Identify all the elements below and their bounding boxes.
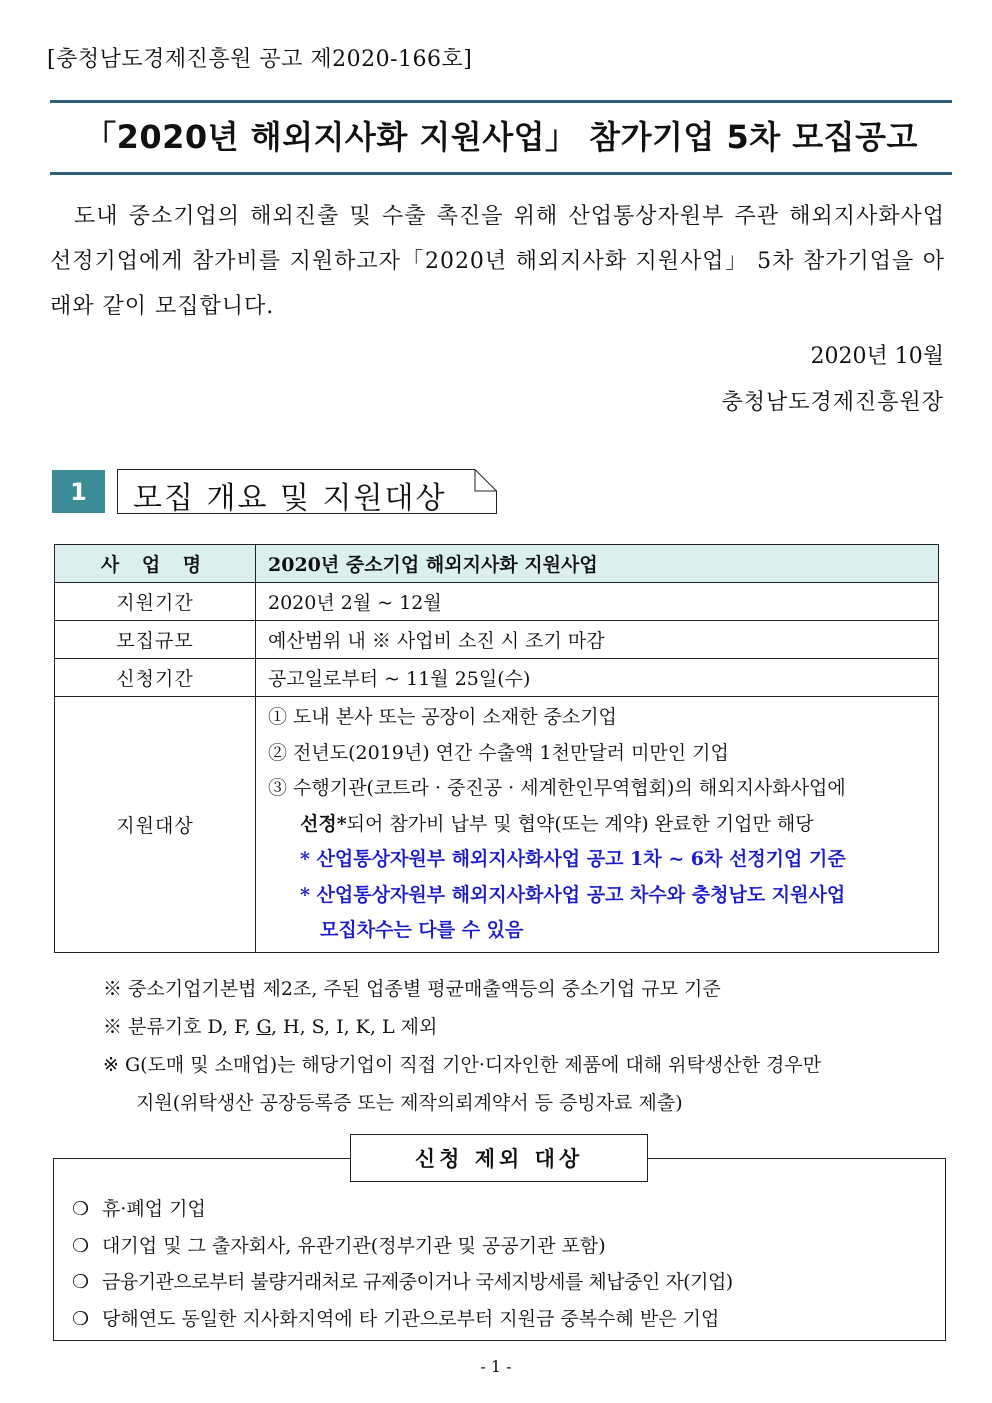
- issuer-name: 충청남도경제진흥원장: [721, 390, 944, 415]
- circle-bullet-icon: ❍: [72, 1271, 90, 1293]
- table-row: [55, 621, 939, 659]
- list-item-text: 금융기관으로부터 불량거래처로 규제중이거나 국세지방세를 체납중인 자(기업): [102, 1271, 733, 1293]
- note-text: ※ 분류기호 D, F,: [103, 1016, 257, 1038]
- intro-text: 도내 중소기업의 해외진출 및 수출 촉진을 위해 산업통상자원부 주관 해외지사화사업 선정기업에게 참가비를 지원하고자「2020년 해외지사화 지원사업」 5차 참가기업을 아래와 같이 모집합니다.: [50, 204, 945, 319]
- note-text: , H, S, I, K, L 제외: [270, 1016, 438, 1038]
- criteria-item: ② 전년도(2019년) 연간 수출액 1천만달러 미만인 기업: [268, 741, 729, 764]
- section-title: 모집 개요 및 지원대상: [133, 481, 447, 516]
- table-row-target: [55, 697, 939, 953]
- circle-bullet-icon: ❍: [72, 1198, 90, 1220]
- list-item: [72, 1264, 733, 1301]
- row-label: 지원대상: [55, 697, 256, 953]
- criteria-item: ③ 수행기관(코트라 · 중진공 · 세계한인무역협회)의 해외지사화사업에: [268, 777, 846, 799]
- list-item-text: 당해연도 동일한 지사화지역에 타 기관으로부터 지원금 중복수혜 받은 기업: [102, 1307, 720, 1330]
- exclusion-title: 신청 제외 대상: [350, 1134, 648, 1182]
- list-item-text: 대기업 및 그 출자회사, 유관기관(정부기관 및 공공기관 포함): [102, 1234, 606, 1257]
- row-value: 2020년 2월 ~ 12월: [256, 583, 939, 621]
- notice-number: [충청남도경제진흥원 공고 제2020-166호]: [47, 47, 473, 72]
- target-criteria: [256, 697, 939, 953]
- title-top-rule: [50, 100, 952, 103]
- row-value: 공고일로부터 ~ 11월 25일(수): [256, 659, 939, 697]
- criteria-item-continued: [268, 807, 926, 843]
- note-line: [103, 1008, 948, 1046]
- list-item: [72, 1228, 733, 1265]
- table-row: [55, 583, 939, 621]
- row-label: 사 업 명: [55, 545, 256, 583]
- program-overview-table: [54, 544, 939, 953]
- circle-bullet-icon: ❍: [72, 1234, 90, 1257]
- table-row: [55, 545, 939, 583]
- note-line: ※ 중소기업기본법 제2조, 주된 업종별 평균매출액등의 중소기업 규모 기준: [103, 978, 721, 1000]
- exclusion-list: [72, 1191, 733, 1337]
- row-label: 신청기간: [55, 659, 256, 697]
- page-number: - 1 -: [480, 1357, 512, 1376]
- criteria-text: 되어 참가비 납부 및 협약(또는 계약) 완료한 기업만 해당: [346, 812, 814, 835]
- list-item-text: 휴·폐업 기업: [102, 1198, 206, 1220]
- criteria-note-continued: 모집차수는 다를 수 있음: [320, 919, 524, 941]
- section-title-box: [117, 469, 497, 514]
- list-item: [72, 1191, 733, 1228]
- section-number-badge: 1: [52, 470, 105, 513]
- note-line: ※ G(도매 및 소매업)는 해당기업이 직접 기안·디자인한 제품에 대해 위탁생산한 경우만: [103, 1054, 822, 1076]
- criteria-note: * 산업통상자원부 해외지사화사업 공고 1차 ~ 6차 선정기업 기준: [300, 848, 846, 870]
- eligibility-notes: [103, 970, 948, 1122]
- note-underlined-code: G: [256, 1016, 271, 1038]
- table-row: [55, 659, 939, 697]
- criteria-note: * 산업통상자원부 해외지사화사업 공고 차수와 충청남도 지원사업: [300, 883, 846, 906]
- notice-date: 2020년 10월: [810, 344, 944, 369]
- row-value: 2020년 중소기업 해외지사화 지원사업: [256, 545, 939, 583]
- criteria-item: ① 도내 본사 또는 공장이 소재한 중소기업: [268, 706, 617, 728]
- row-value: 예산범위 내 ※ 사업비 소진 시 조기 마감: [256, 621, 939, 659]
- row-label: 모집규모: [55, 621, 256, 659]
- row-label: 지원기간: [55, 583, 256, 621]
- page-title: 「2020년 해외지사화 지원사업」 참가기업 5차 모집공고: [84, 118, 918, 156]
- note-line-continued: 지원(위탁생산 공장등록증 또는 제작의뢰계약서 등 증빙자료 제출): [136, 1092, 683, 1114]
- circle-bullet-icon: ❍: [72, 1307, 90, 1330]
- title-bottom-rule: [50, 172, 952, 175]
- list-item: [72, 1301, 733, 1338]
- intro-paragraph: [50, 194, 945, 329]
- selected-emphasis: 선정*: [300, 812, 347, 835]
